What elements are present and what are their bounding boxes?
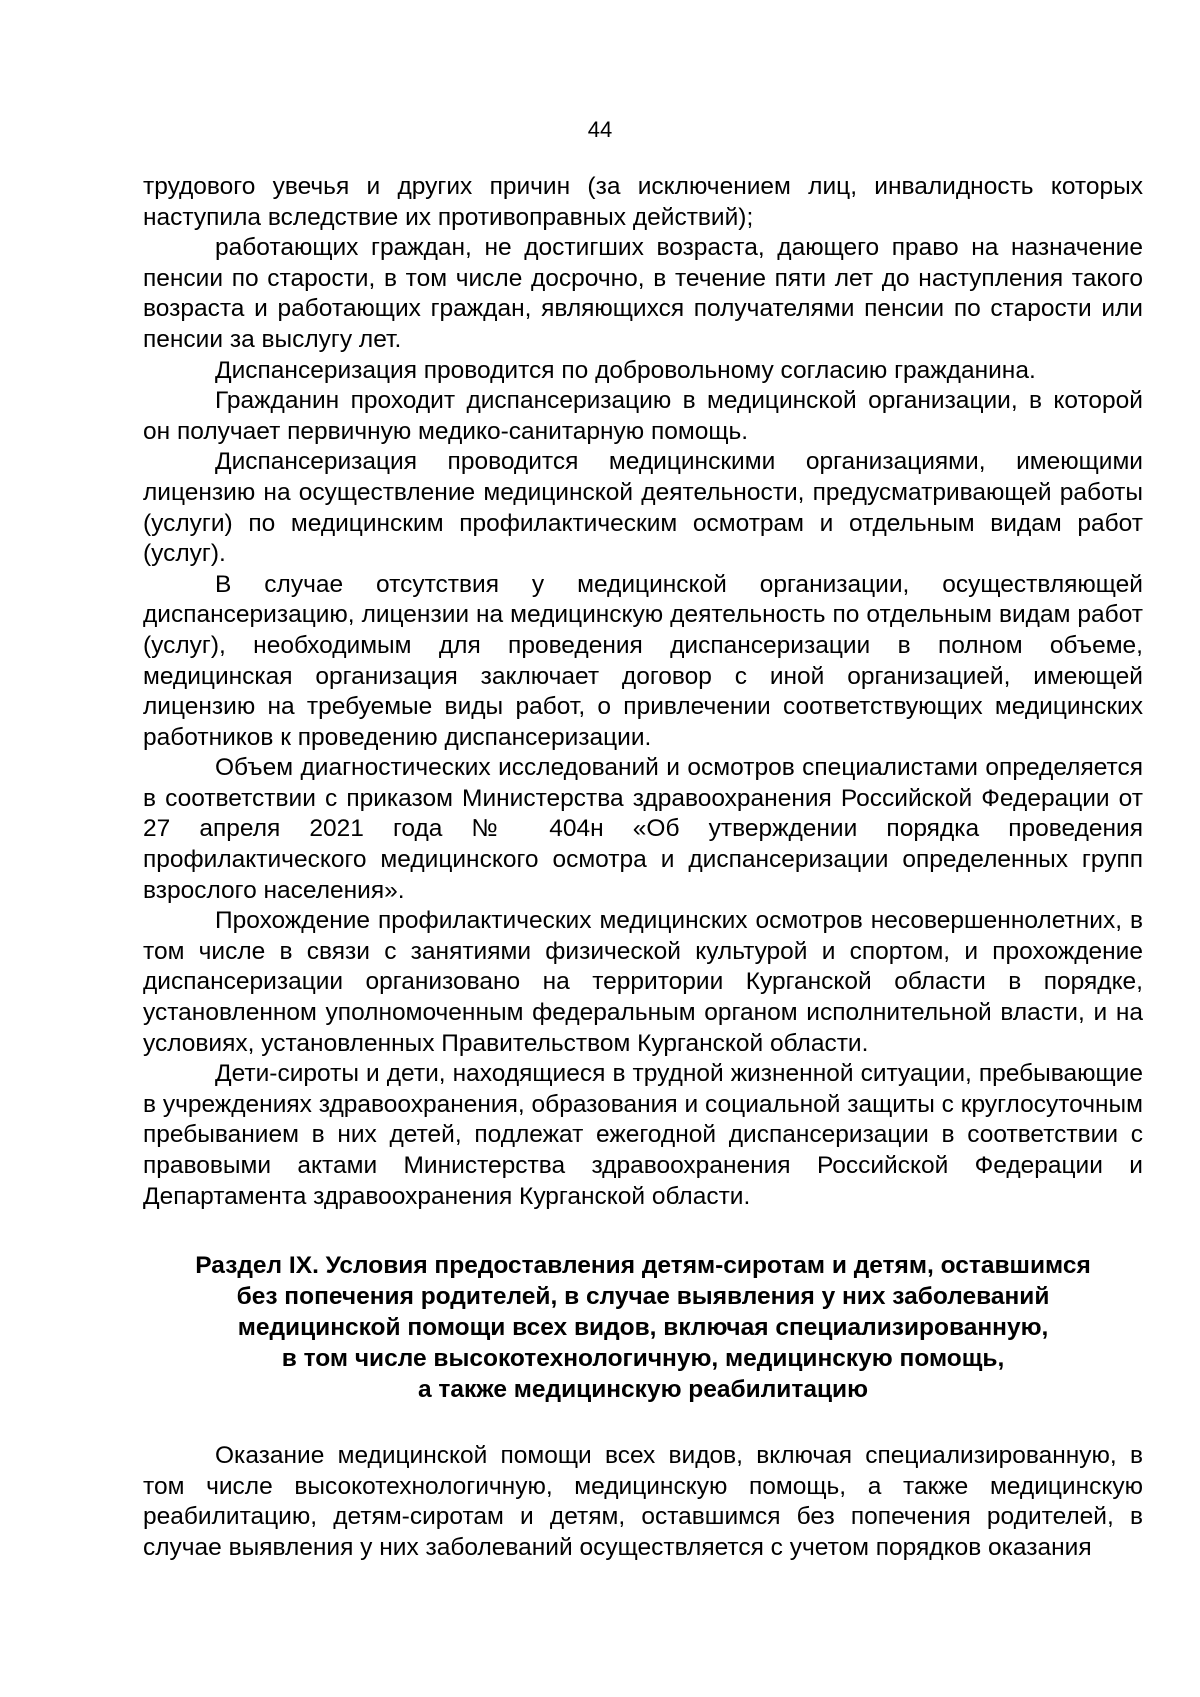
document-body xyxy=(143,172,1143,1564)
paragraph: работающих граждан, не достигших возраста, дающего право на назначение пенсии по старости, в том числе досрочно, в течение пяти лет до наступления такого возраста и работающих граждан, являющихся получателями пенсии по старости или пенсии за выслугу лет. xyxy=(143,234,1143,353)
paragraph: Гражданин проходит диспансеризацию в медицинской организации, в которой он получает первичную медико-санитарную помощь. xyxy=(143,387,1143,445)
section-heading-line: без попечения родителей, в случае выявления у них заболеваний xyxy=(236,1283,1050,1311)
section-heading-line: а также медицинскую реабилитацию xyxy=(417,1376,869,1404)
paragraphs-after-section xyxy=(143,1441,1143,1563)
paragraph: Диспансеризация проводится медицинскими организациями, имеющими лицензию на осуществление медицинской деятельности, предусматривающей работы (услуги) по медицинским профилактическим осмотрам и отдельным видам работ (услуг). xyxy=(143,448,1143,568)
paragraph: Прохождение профилактических медицинских осмотров несовершеннолетних, в том числе в связи с занятиями физической культурой и спортом, и прохождение диспансеризации организовано на территории Курганской области в порядке, установленном уполномоченным федеральным органом исполнительной власти, и на условиях, установленных Правительством Курганской области. xyxy=(143,907,1143,1057)
paragraph: трудового увечья и других причин (за исключением лиц, инвалидность которых наступила вследствие их противоправных действий); xyxy=(143,173,1143,231)
paragraph: Оказание медицинской помощи всех видов, включая специализированную, в том числе высокотехнологичную, медицинскую помощь, а также медицинскую реабилитацию, детям-сиротам и детям, оставшимся без попечения родителей, в случае выявления у них заболеваний осуществляется с учетом порядков оказания xyxy=(143,1442,1143,1561)
paragraph: Диспансеризация проводится по добровольному согласию гражданина. xyxy=(215,356,1036,384)
paragraph: Дети-сироты и дети, находящиеся в трудной жизненной ситуации, пребывающие в учреждениях здравоохранения, образования и социальной защиты с круглосуточным пребыванием в них детей, подлежат ежегодной диспансеризации в соответствии с правовыми актами Министерства здравоохранения Российской Федерации и Департамента здравоохранения Курганской области. xyxy=(143,1060,1143,1210)
section-heading-line: в том числе высокотехнологичную, медицинскую помощь, xyxy=(281,1345,1005,1373)
paragraph: В случае отсутствия у медицинской организации, осуществляющей диспансеризацию, лицензии на медицинскую деятельность по отдельным видам работ (услуг), необходимым для проведения диспансеризации в полном объеме, медицинская организация заключает договор с иной организацией, имеющей лицензию на требуемые виды работ, о привлечении соответствующих медицинских работников к проведению диспансеризации. xyxy=(143,570,1143,751)
section-heading xyxy=(143,1250,1143,1405)
section-heading-line: медицинской помощи всех видов, включая специализированную, xyxy=(237,1314,1049,1342)
section-heading-line: Раздел IX. Условия предоставления детям-сиротам и детям, оставшимся xyxy=(195,1252,1091,1280)
paragraph: Объем диагностических исследований и осмотров специалистами определяется в соответствии с приказом Министерства здравоохранения Российской Федерации от 27 апреля 2021 года № 404н «Об утверждении порядка проведения профилактического медицинского осмотра и диспансеризации определенных групп взрослого населения». xyxy=(143,754,1143,904)
page-number: 44 xyxy=(587,117,613,142)
paragraphs-before-section xyxy=(143,172,1143,1212)
